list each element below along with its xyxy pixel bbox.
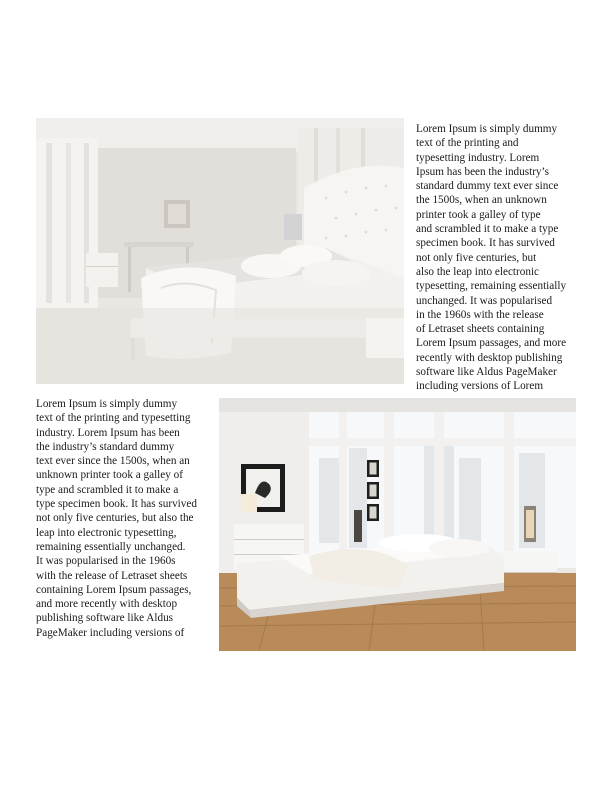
text-line: and scrambled it to make a type: [416, 223, 559, 236]
text-line: specimen book. It has survived: [416, 237, 555, 250]
text-line: Lorem Ipsum passages, and more: [416, 337, 567, 350]
text-line: in the 1960s with the release: [416, 308, 544, 321]
text-line: recently with desktop publishing: [416, 351, 563, 364]
text-line: typesetting, remaining essentially: [416, 280, 567, 293]
text-line: text of the printing and typesetting: [36, 412, 191, 425]
text-line: typesetting industry. Lorem: [416, 151, 540, 164]
text-line: with the release of Letraset sheets: [36, 569, 188, 582]
text-line: the 1500s, when an unknown: [416, 194, 547, 207]
text-line: publishing software like Aldus: [36, 612, 174, 625]
text-line: unchanged. It was popularised: [416, 294, 553, 307]
text-line: of Letraset sheets containing: [416, 323, 545, 336]
text-line: It was popularised in the 1960s: [36, 555, 176, 568]
text-line: the industry’s standard dummy: [36, 440, 175, 453]
text-line: Ipsum has been the industry’s: [416, 165, 549, 178]
modern-bedroom-illustration: [219, 398, 576, 651]
text-line: unknown printer took a galley of: [36, 469, 183, 482]
text-line: PageMaker including versions of: [36, 626, 185, 639]
text-line: leap into electronic typesetting,: [36, 526, 177, 539]
text-line: standard dummy text ever since: [416, 180, 559, 193]
text-line: not only five centuries, but also the: [36, 512, 194, 525]
text-line: type and scrambled it to make a: [36, 483, 179, 496]
text-line: also the leap into electronic: [416, 265, 540, 278]
text-line: and more recently with desktop: [36, 598, 178, 611]
text-line: type specimen book. It has survived: [36, 498, 197, 511]
text-line: remaining essentially unchanged.: [36, 540, 186, 553]
text-line: software like Aldus PageMaker: [416, 366, 557, 379]
white-bedroom-illustration: [36, 118, 404, 384]
text-block-2: [36, 397, 212, 640]
text-line: Lorem Ipsum is simply dummy: [416, 123, 558, 135]
text-line: Lorem Ipsum is simply dummy: [36, 398, 178, 410]
text-line: not only five centuries, but: [416, 251, 537, 264]
text-line: including versions of Lorem: [416, 380, 544, 393]
white-bedroom-photo: [36, 118, 404, 384]
text-line: text of the printing and: [416, 137, 519, 150]
text-line: containing Lorem Ipsum passages,: [36, 583, 192, 596]
text-block-1: [416, 122, 586, 394]
text-line: industry. Lorem Ipsum has been: [36, 426, 180, 439]
text-line: text ever since the 1500s, when an: [36, 455, 190, 468]
text-line: printer took a galley of type: [416, 208, 541, 221]
modern-bedroom-photo: [219, 398, 576, 651]
